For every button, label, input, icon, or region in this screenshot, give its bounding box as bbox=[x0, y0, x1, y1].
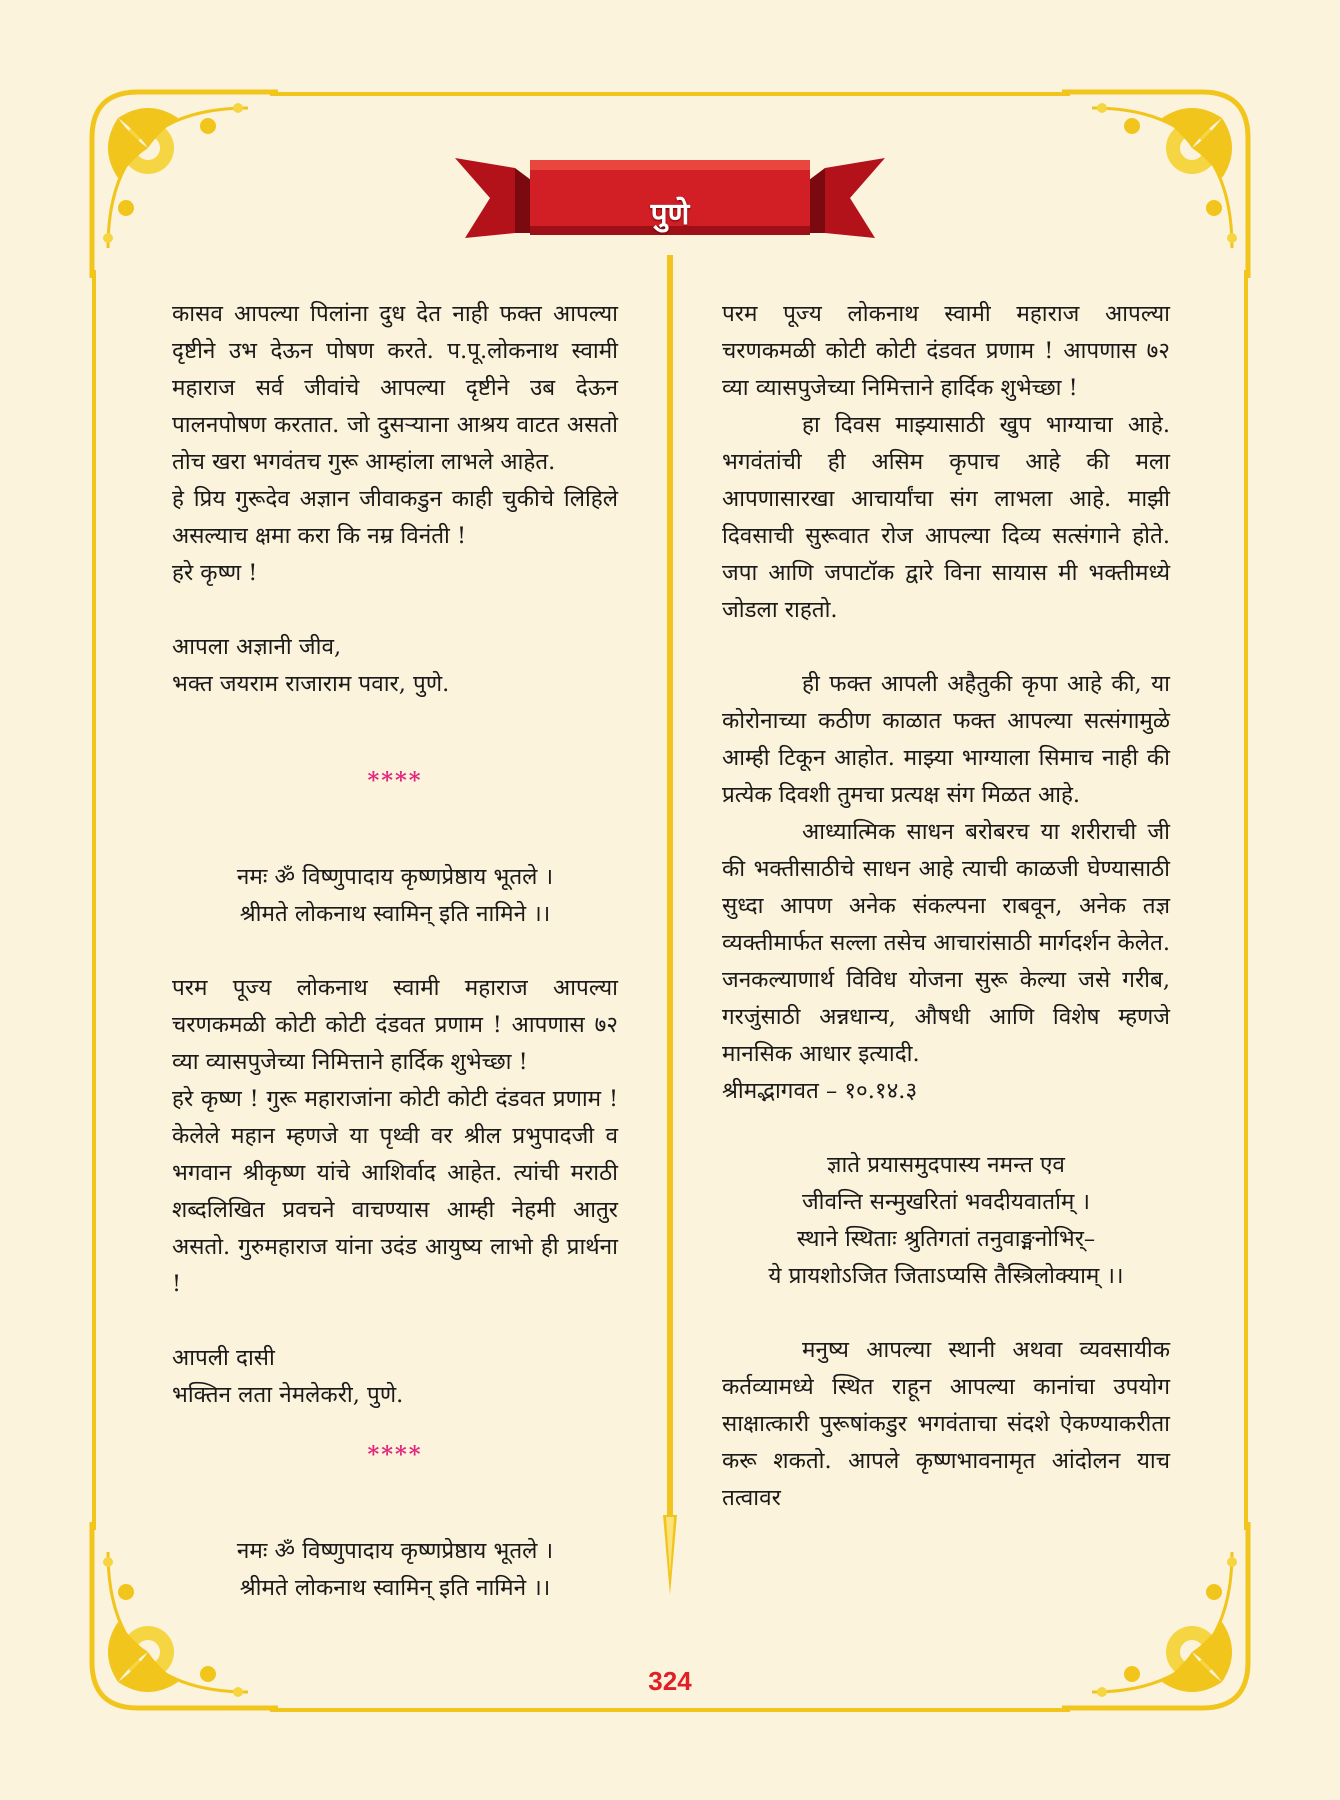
frame-left-border bbox=[92, 270, 96, 1530]
paragraph: हे प्रिय गुरूदेव अज्ञान जीवाकडुन काही चुकीचे लिहिले असल्याच क्षमा करा कि नम्र विनंती ! bbox=[172, 486, 618, 549]
column-divider bbox=[663, 255, 677, 1595]
verse-line: स्थाने स्थिताः श्रुतिगतां तनुवाङ्मनोभिर्– bbox=[796, 1226, 1096, 1252]
page-title: पुणे bbox=[650, 197, 690, 232]
verse-line: ज्ञाते प्रयासमुदपास्य नमन्त एव bbox=[827, 1152, 1065, 1178]
verse-line: श्रीमते लोकनाथ स्वामिन् इति नामिने ।। bbox=[239, 901, 551, 927]
frame-bottom-border bbox=[270, 1708, 1070, 1712]
paragraph: हरे कृष्ण ! bbox=[172, 560, 258, 586]
paragraph: आध्यात्मिक साधन बरोबरच या शरीराची जी की भक्तीसाठीचे साधन आहे त्याची काळजी घेण्यासाठी सुध्दा आपण अनेक संकल्पना राबवून, अनेक तज्ञ व्यक्तीमार्फत सल्ला तसेच आचारांसाठी मार्गदर्शन केलेत. जनकल्याणार्थ विविध योजना सुरू केल्या जसे गरीब, गरजुंसाठी अन्नधान्य, औषधी आणि विशेष म्हणजे मानसिक आधार इत्यादी. bbox=[722, 819, 1170, 1067]
signature-line: आपला अज्ञानी जीव, bbox=[172, 634, 342, 660]
frame-right-border bbox=[1244, 270, 1248, 1530]
signature-line: भक्त जयराम राजाराम पवार, पुणे. bbox=[172, 671, 450, 697]
signature-line: भक्तिन लता नेमलेकरी, पुणे. bbox=[172, 1382, 404, 1408]
page-number: 324 bbox=[648, 1666, 692, 1696]
corner-ornament-icon bbox=[1052, 78, 1262, 288]
paragraph: हरे कृष्ण ! गुरू महाराजांना कोटी कोटी दंडवत प्रणाम ! केलेले महान म्हणजे या पृथ्वी वर श्रील प्रभुपादजी व भगवान श्रीकृष्ण यांचे आशिर्वाद आहेत. त्यांची मराठी शब्दलिखित प्रवचने वाचण्यास आम्ही नेहमी आतुर असतो. गुरुमहाराज यांना उदंड आयुष्य लाभो ही प्रार्थना ! bbox=[172, 1086, 618, 1297]
paragraph: कासव आपल्या पिलांना दुध देत नाही फक्त आपल्या दृष्टीने उभ देऊन पोषण करते. प.पू.लोकनाथ स्वामी महाराज सर्व जीवांचे आपल्या दृष्टीने उब देऊन पालनपोषण करतात. जो दुसऱ्याना आश्रय वाटत असतो तोच खरा भगवंतच गुरू आम्हांला लाभले आहेत. bbox=[172, 301, 618, 475]
verse-line: नमः ॐ विष्णुपादाय कृष्णप्रेष्ठाय भूतले । bbox=[236, 1538, 554, 1564]
paragraph: परम पूज्य लोकनाथ स्वामी महाराज आपल्या चरणकमळी कोटी कोटी दंडवत प्रणाम ! आपणास ७२ व्या व्यासपुजेच्या निमित्ताने हार्दिक शुभेच्छा ! bbox=[722, 301, 1170, 401]
section-separator: **** bbox=[367, 1441, 423, 1468]
paragraph: हा दिवस माझ्यासाठी खुप भाग्याचा आहे. भगवंतांची ही असिम कृपाच आहे की मला आपणासारखा आचार्यांचा संग लाभला आहे. माझी दिवसाची सुरूवात रोज आपल्या दिव्य सत्संगाने होते. जपा आणि जपाटॉक द्वारे विना सायास मी भक्तीमध्ये जोडला राहतो. bbox=[722, 412, 1170, 623]
frame-top-border bbox=[270, 92, 1070, 96]
scripture-reference: श्रीमद्भागवत – १०.१४.३ bbox=[722, 1078, 918, 1104]
verse-line: नमः ॐ विष्णुपादाय कृष्णप्रेष्ठाय भूतले । bbox=[236, 864, 554, 890]
paragraph: मनुष्य आपल्या स्थानी अथवा व्यवसायीक कर्तव्यामध्ये स्थित राहून आपल्या कानांचा उपयोग साक्षात्कारी पुरूषांकडुर भगवंताचा संदशे ऐकण्याकरीता करू शकतो. आपले कृष्णभावनामृत आंदोलन याच तत्वावर bbox=[722, 1337, 1170, 1511]
paragraph: परम पूज्य लोकनाथ स्वामी महाराज आपल्या चरणकमळी कोटी कोटी दंडवत प्रणाम ! आपणास ७२ व्या व्यासपुजेच्या निमित्ताने हार्दिक शुभेच्छा ! bbox=[172, 975, 618, 1075]
verse-line: ये प्रायशोऽजित जिताऽप्यसि तैस्त्रिलोक्याम् ।। bbox=[768, 1263, 1124, 1289]
paragraph: ही फक्त आपली अहैतुकी कृपा आहे की, या कोरोनाच्या कठीण काळात फक्त आपल्या सत्संगामुळे आम्ही टिकून आहोत. माझ्या भाग्याला सिमाच नाही की प्रत्येक दिवशी तुमचा प्रत्यक्ष संग मिळत आहे. bbox=[722, 671, 1170, 808]
verse-line: जीवन्ति सन्मुखरितां भवदीयवार्ताम् । bbox=[801, 1189, 1091, 1215]
section-separator: **** bbox=[367, 767, 423, 794]
left-column bbox=[172, 296, 618, 1607]
corner-ornament-icon bbox=[78, 78, 288, 288]
verse-line: श्रीमते लोकनाथ स्वामिन् इति नामिने ।। bbox=[239, 1575, 551, 1601]
signature-line: आपली दासी bbox=[172, 1345, 275, 1371]
right-column bbox=[722, 296, 1170, 1517]
